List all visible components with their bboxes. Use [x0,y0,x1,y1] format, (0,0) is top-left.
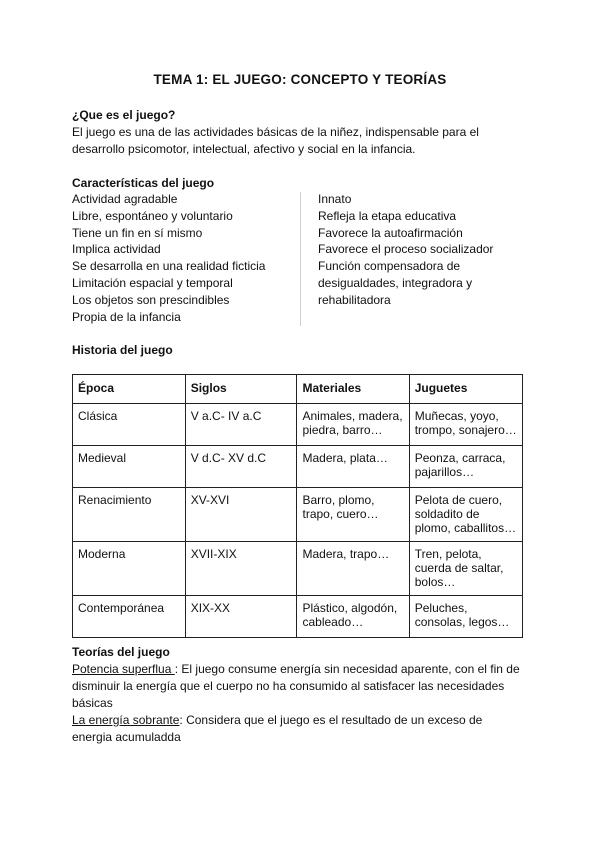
table-cell: V d.C- XV d.C [185,446,297,488]
teoria-potencia-superflua [72,661,542,712]
table-cell: Peluches, consolas, legos… [409,596,522,638]
table-row [73,404,523,446]
list-item: Implica actividad [72,242,161,257]
list-item: rehabilitadora [318,292,391,307]
que-es-text: El juego es una de las actividades básicas de la niñez, indispensable para el desarrollo psicomotor, intelectual, afectivo y social en la infancia. [72,125,479,156]
list-item: Innato [318,192,352,206]
table-header-cell: Época [73,375,186,404]
table-cell: XVII-XIX [185,542,297,596]
historia-table [72,374,523,638]
table-cell: Moderna [73,542,186,596]
list-item: Tiene un fin en sí mismo [72,225,203,240]
teoria-energia-sobrante [72,712,502,746]
list-item: Favorece el proceso socializador [318,242,494,257]
list-item: Refleja la etapa educativa [318,208,457,223]
table-cell: Barro, plomo, trapo, cuero… [297,488,409,542]
list-item: Propia de la infancia [72,309,181,324]
historia-heading: Historia del juego [72,343,173,357]
teorias-heading: Teorías del juego [72,645,170,659]
list-item: desigualdades, integradora y [318,275,473,290]
table-row [73,446,523,488]
table-cell: XV-XVI [185,488,297,542]
list-item: Función compensadora de [318,259,461,274]
table-cell: Medieval [73,446,186,488]
table-cell: Animales, madera, piedra, barro… [297,404,409,446]
page-title: TEMA 1: EL JUEGO: CONCEPTO Y TEORÍAS [153,72,447,87]
caracteristicas-heading: Características del juego [72,176,215,190]
table-cell: Plástico, algodón, cableado… [297,596,409,638]
column-divider [300,192,301,326]
caracteristicas-right-list [318,191,493,309]
table-header-row [73,375,523,404]
table-header-cell: Materiales [297,375,409,404]
table-header-cell: Juguetes [409,375,522,404]
table-header-cell: Siglos [185,375,297,404]
teoria-text: : Considera que el juego es el resultado de un exceso de energia acumuladda [72,713,483,744]
table-cell: Contemporánea [73,596,186,638]
table-cell: Renacimiento [73,488,186,542]
table-cell: Peonza, carraca, pajarillos… [409,446,522,488]
teoria-text: : El juego consume energía sin necesidad aparente, con el fin de disminuir la energía que el cuerpo no ha consumido al satisfacer las necesidades básicas [72,662,520,710]
table-cell: Madera, trapo… [297,542,409,596]
list-item: Actividad agradable [72,192,178,206]
table-row [73,488,523,542]
table-cell: XIX-XX [185,596,297,638]
table-cell: Madera, plata… [297,446,409,488]
table-cell: Pelota de cuero, soldadito de plomo, caballitos… [409,488,522,542]
list-item: Los objetos son prescindibles [72,292,230,307]
table-cell: Clásica [73,404,186,446]
table-cell: V a.C- IV a.C [185,404,297,446]
list-item: Se desarrolla en una realidad ficticia [72,259,266,274]
que-es-heading: ¿Que es el juego? [72,108,176,122]
teoria-term: La energía sobrante [72,713,180,727]
teoria-term: Potencia superflua [72,662,175,676]
list-item: Favorece la autoafirmación [318,225,463,240]
table-cell: Muñecas, yoyo, trompo, sonajero… [409,404,522,446]
list-item: Libre, espontáneo y voluntario [72,208,233,223]
list-item: Limitación espacial y temporal [72,275,233,290]
table-row [73,596,523,638]
table-row [73,542,523,596]
table-cell: Tren, pelota, cuerda de saltar, bolos… [409,542,522,596]
caracteristicas-left-list [72,191,265,325]
